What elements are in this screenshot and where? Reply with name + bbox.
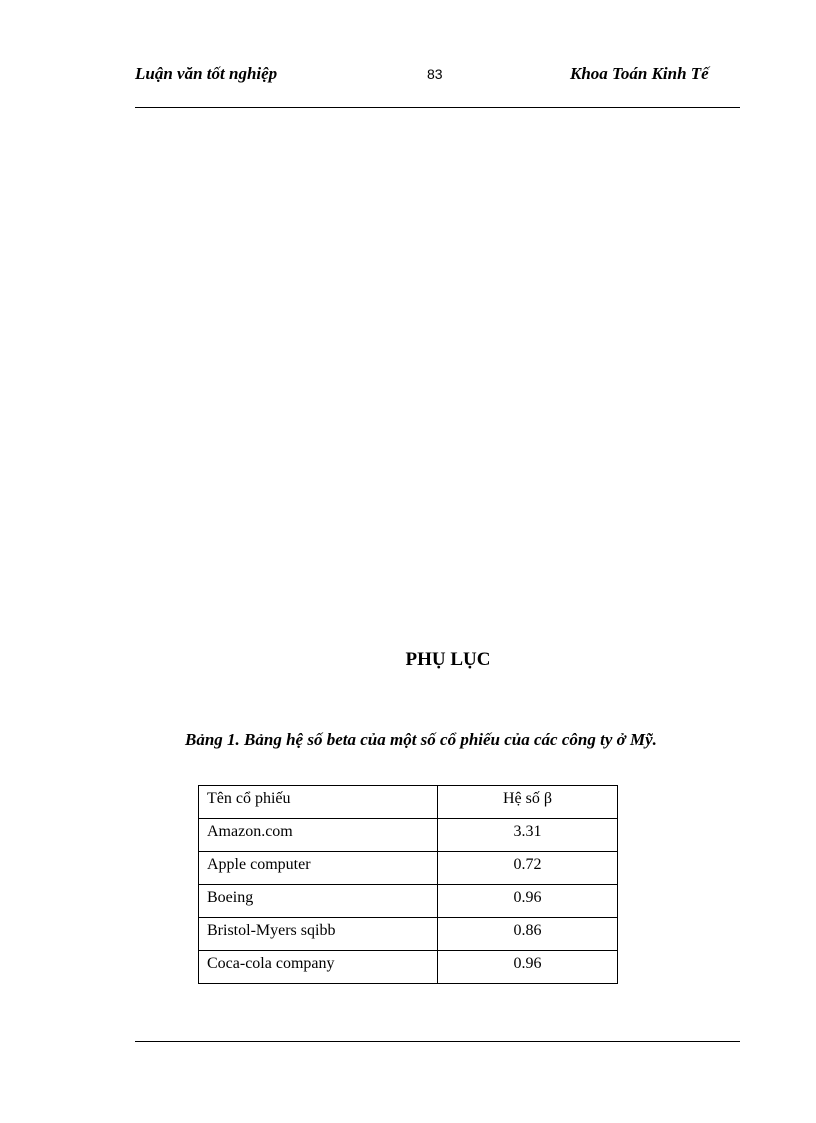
table-caption: Bảng 1. Bảng hệ số beta của một số cổ phiếu của các công ty ở Mỹ. (185, 730, 657, 749)
column-header-beta: Hệ số β (438, 786, 618, 819)
beta-value-cell: 3.31 (438, 819, 618, 852)
table-row (199, 885, 618, 918)
stock-name-cell: Boeing (199, 885, 438, 918)
beta-value-cell: 0.96 (438, 885, 618, 918)
header-rule (135, 107, 740, 108)
section-title: PHỤ LỤC (405, 649, 491, 670)
beta-table (198, 785, 618, 984)
table-row (199, 951, 618, 984)
header-thesis-label: Luận văn tốt nghiệp (135, 64, 278, 83)
stock-name-cell: Coca-cola company (199, 951, 438, 984)
stock-name-cell: Apple computer (199, 852, 438, 885)
table-row (199, 852, 618, 885)
table-header-row (199, 786, 618, 819)
stock-name-cell: Bristol-Myers sqibb (199, 918, 438, 951)
beta-value-cell: 0.72 (438, 852, 618, 885)
beta-value-cell: 0.86 (438, 918, 618, 951)
page-number: 83 (427, 66, 443, 82)
footer-rule (135, 1041, 740, 1042)
table-row (199, 819, 618, 852)
table-row (199, 918, 618, 951)
column-header-stock: Tên cổ phiếu (199, 786, 438, 819)
header-faculty-label: Khoa Toán Kinh Tế (570, 64, 709, 83)
stock-name-cell: Amazon.com (199, 819, 438, 852)
beta-value-cell: 0.96 (438, 951, 618, 984)
